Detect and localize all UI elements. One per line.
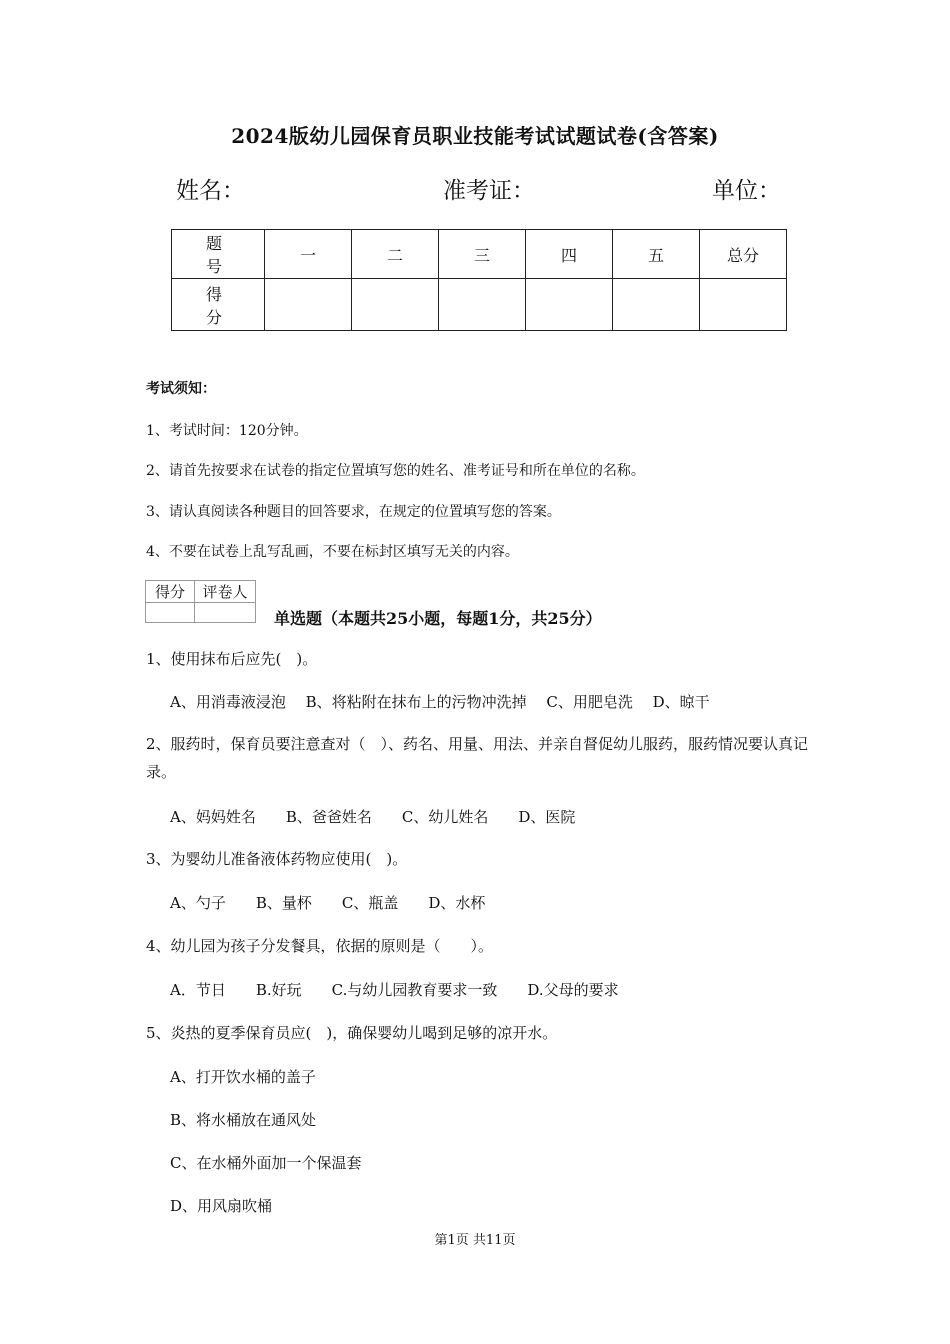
score-table-score-row — [172, 279, 787, 331]
question-2-options: A、妈妈姓名 B、爸爸姓名 C、幼儿姓名 D、医院 — [170, 808, 576, 826]
score-cell-total[interactable] — [700, 279, 787, 331]
notice-item: 2、请首先按要求在试卷的指定位置填写您的姓名、准考证号和所在单位的名称。 — [146, 463, 645, 479]
grader-name-label: 评卷人 — [195, 581, 256, 603]
question-4-options: A．节日 B.好玩 C.与幼儿园教育要求一致 D.父母的要求 — [170, 981, 619, 999]
notice-item: 3、请认真阅读各种题目的回答要求，在规定的位置填写您的答案。 — [146, 504, 561, 520]
col-5: 五 — [613, 230, 700, 279]
notice-item: 4、不要在试卷上乱写乱画，不要在标封区填写无关的内容。 — [146, 544, 519, 560]
question-3-options: A、勺子 B、量杯 C、瓶盖 D、水杯 — [170, 894, 486, 912]
question-5-option-c: C、在水桶外面加一个保温套 — [170, 1154, 362, 1172]
exam-id-label: 准考证： — [443, 178, 535, 204]
col-4: 四 — [526, 230, 613, 279]
score-cell-5[interactable] — [613, 279, 700, 331]
question-1-options: A、用消毒液浸泡 B、将粘附在抹布上的污物冲洗掉 C、用肥皂洗 D、晾干 — [170, 693, 710, 711]
notice-item: 1、考试时间：120分钟。 — [146, 423, 308, 439]
unit-label: 单位： — [712, 178, 781, 204]
question-5: 5、炎热的夏季保育员应( )，确保婴幼儿喝到足够的凉开水。 — [146, 1024, 558, 1042]
score-table-header-row — [172, 230, 787, 279]
notice-title: 考试须知： — [146, 381, 216, 397]
score-cell-2[interactable] — [352, 279, 439, 331]
score-cell-1[interactable] — [265, 279, 352, 331]
grader-score-cell[interactable] — [146, 603, 195, 623]
col-3: 三 — [439, 230, 526, 279]
grader-box — [145, 580, 256, 623]
exam-title: 2024版幼儿园保育员职业技能考试试题试卷(含答案) — [231, 124, 719, 148]
row-label-question-number: 题 号 — [172, 230, 265, 279]
question-5-option-d: D、用风扇吹桶 — [170, 1197, 273, 1215]
page-footer: 第1页 共11页 — [434, 1233, 516, 1248]
question-4: 4、幼儿园为孩子分发餐具，依据的原则是（ ）。 — [146, 937, 494, 955]
question-1: 1、使用抹布后应先( )。 — [146, 650, 318, 668]
col-total: 总分 — [700, 230, 787, 279]
question-5-option-a: A、打开饮水桶的盖子 — [170, 1068, 316, 1086]
row-label-score: 得 分 — [172, 279, 265, 331]
score-cell-4[interactable] — [526, 279, 613, 331]
name-label: 姓名： — [176, 178, 245, 204]
score-cell-3[interactable] — [439, 279, 526, 331]
score-table — [171, 229, 787, 331]
question-2: 2、服药时，保育员要注意查对（ ）、药名、用量、用法、并亲自督促幼儿服药，服药情况要认真记录。 — [146, 735, 809, 781]
col-1: 一 — [265, 230, 352, 279]
col-2: 二 — [352, 230, 439, 279]
grader-name-cell[interactable] — [195, 603, 256, 623]
question-3: 3、为婴幼儿准备液体药物应使用( )。 — [146, 850, 408, 868]
grader-score-label: 得分 — [146, 581, 195, 603]
section-title: 单选题（本题共25小题，每题1分，共25分） — [274, 609, 602, 628]
question-5-option-b: B、将水桶放在通风处 — [170, 1111, 317, 1129]
